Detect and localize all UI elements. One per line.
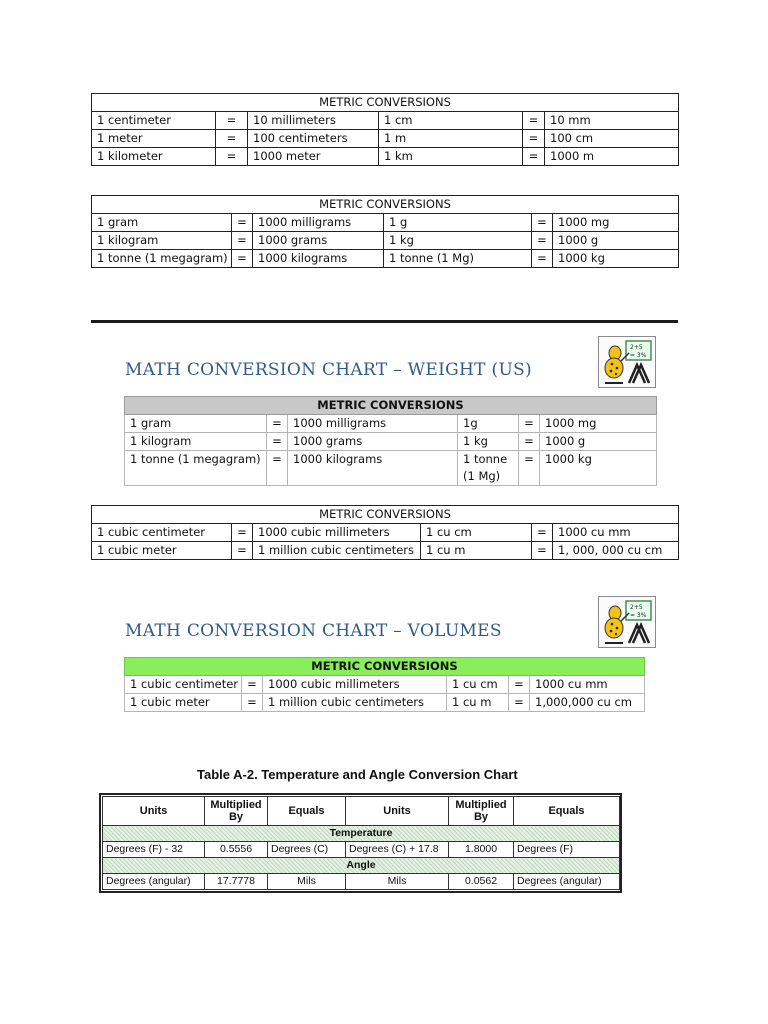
table-header-row: Units Multiplied By Equals Units Multiplied By Equals	[103, 797, 620, 826]
table-row: 1 gram = 1000 milligrams 1 g = 1000 mg	[92, 214, 679, 232]
table-row: 1 kilogram = 1000 grams 1 kg = 1000 g	[125, 433, 657, 451]
table-header: METRIC CONVERSIONS	[92, 196, 679, 214]
band-angle: Angle	[103, 858, 620, 874]
table-row: 1 tonne (1 megagram) = 1000 kilograms 1 tonne (1 Mg) = 1000 kg	[125, 451, 657, 486]
table-row: 1 tonne (1 megagram) = 1000 kilograms 1 tonne (1 Mg) = 1000 kg	[92, 250, 679, 268]
table-header: METRIC CONVERSIONS	[92, 94, 679, 112]
math-logo-icon-graphic	[599, 337, 655, 387]
metric-weight-table	[91, 195, 679, 268]
table-a2-frame	[99, 793, 622, 893]
table-row: 1 kilogram = 1000 grams 1 kg = 1000 g	[92, 232, 679, 250]
metric-length-table	[91, 93, 679, 166]
table-a2-title: Table A-2. Temperature and Angle Conversion Chart	[197, 767, 518, 782]
logo-text-top: 2+5	[630, 344, 643, 351]
volume-chart-table	[124, 657, 645, 712]
table-row: 1 cubic centimeter = 1000 cubic millimeters 1 cu cm = 1000 cu mm	[92, 524, 679, 542]
weight-us-table	[124, 396, 657, 486]
logo-text-top: 2+5	[630, 604, 643, 611]
math-logo-icon	[598, 336, 656, 388]
table-row: 1 centimeter = 10 millimeters 1 cm = 10 mm	[92, 112, 679, 130]
table-header: METRIC CONVERSIONS	[125, 658, 645, 676]
table-row: 1 gram = 1000 milligrams 1g = 1000 mg	[125, 415, 657, 433]
volume-section-title: MATH CONVERSION CHART – VOLUMES	[125, 621, 502, 641]
table-row: Degrees (angular) 17.7778 Mils Mils 0.0562 Degrees (angular)	[103, 874, 620, 890]
table-row: 1 meter = 100 centimeters 1 m = 100 cm	[92, 130, 679, 148]
table-row: 1 cubic meter = 1 million cubic centimeters 1 cu m = 1, 000, 000 cu cm	[92, 542, 679, 560]
table-row: 1 cubic centimeter = 1000 cubic millimeters 1 cu cm = 1000 cu mm	[125, 676, 645, 694]
table-row: 1 kilometer = 1000 meter 1 km = 1000 m	[92, 148, 679, 166]
table-a2	[102, 796, 620, 890]
math-logo-icon-graphic	[599, 597, 655, 647]
table-header: METRIC CONVERSIONS	[125, 397, 657, 415]
band-temperature: Temperature	[103, 826, 620, 842]
weight-section-title: MATH CONVERSION CHART – WEIGHT (US)	[125, 360, 532, 380]
logo-text-bottom: = 3%	[630, 612, 647, 619]
logo-text-bottom: = 3%	[630, 352, 647, 359]
section-divider	[91, 320, 678, 323]
math-logo-icon	[598, 596, 656, 648]
table-row: 1 cubic meter = 1 million cubic centimeters 1 cu m = 1,000,000 cu cm	[125, 694, 645, 712]
metric-volume-table	[91, 505, 679, 560]
table-header: METRIC CONVERSIONS	[92, 506, 679, 524]
table-row: Degrees (F) - 32 0.5556 Degrees (C) Degrees (C) + 17.8 1.8000 Degrees (F)	[103, 842, 620, 858]
